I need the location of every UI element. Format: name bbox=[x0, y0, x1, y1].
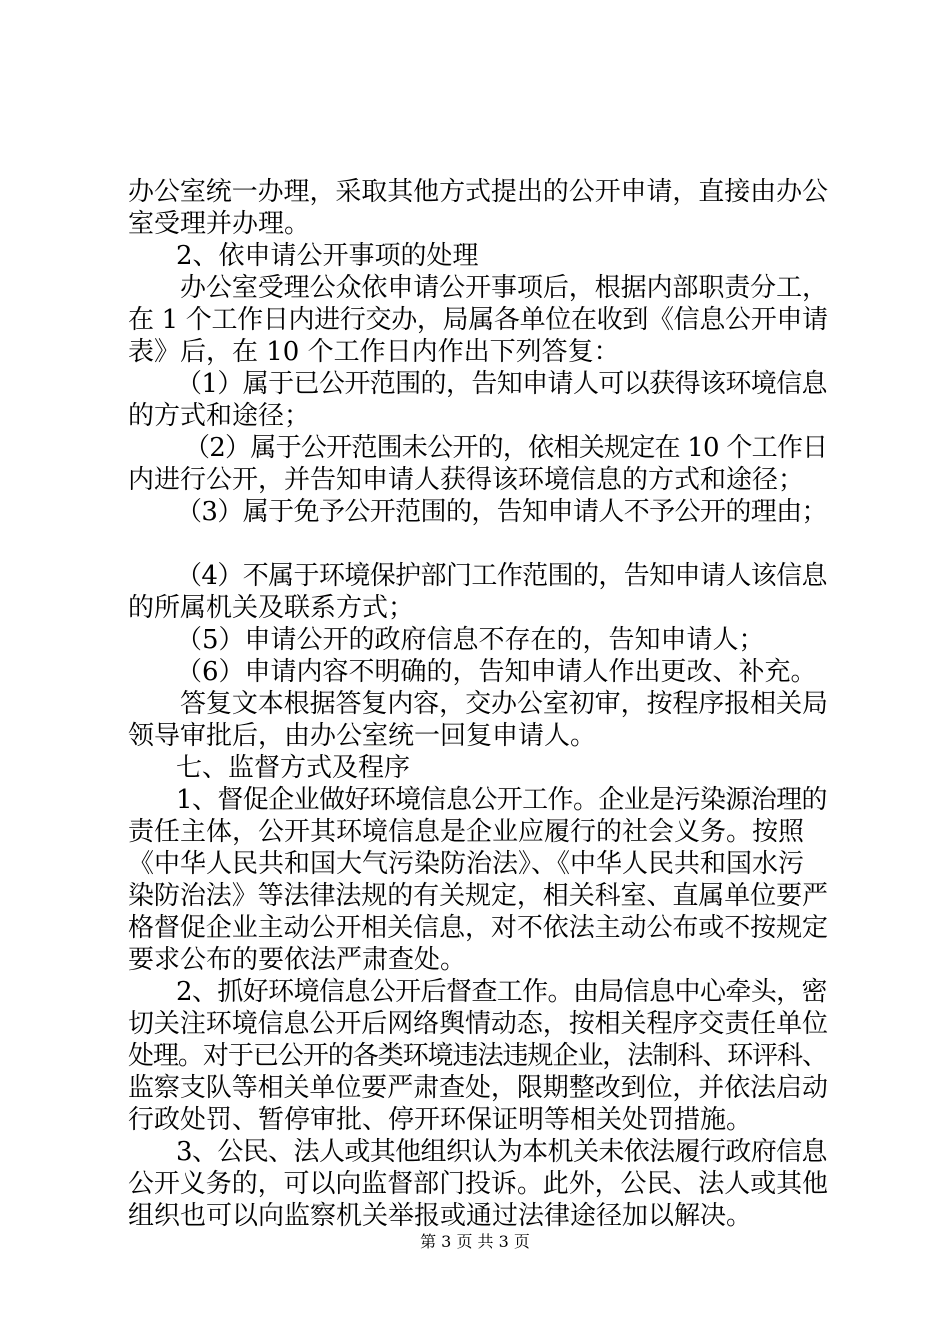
text-line: 处理。对于已公开的各类环境违法违规企业，法制科、环评科、 bbox=[128, 1041, 827, 1071]
text-line: 答复文本根据答复内容，交办公室初审，按程序报相关局 bbox=[180, 689, 828, 719]
page-number-footer: 第 3 页 共 3 页 bbox=[420, 1232, 530, 1251]
text-line: 表》后，在 10 个工作日内作出下列答复： bbox=[128, 337, 620, 367]
text-line: 内进行公开，并告知申请人获得该环境信息的方式和途径； bbox=[128, 465, 805, 495]
text-line: 领导审批后，由办公室统一回复申请人。 bbox=[128, 721, 597, 751]
text-line: 办公室统一办理，采取其他方式提出的公开申请，直接由办公 bbox=[128, 177, 828, 207]
text-line: 的方式和途径； bbox=[128, 401, 311, 431]
text-line: 组织也可以向监察机关举报或通过法律途径加以解决。 bbox=[128, 1201, 753, 1231]
text-line: 格督促企业主动公开相关信息，对不依法主动公布或不按规定 bbox=[128, 913, 828, 943]
text-line: 染防治法》等法律法规的有关规定，相关科室、直属单位要严 bbox=[128, 881, 828, 911]
text-line: 室受理并办理。 bbox=[128, 209, 311, 239]
section-heading: 2、依申请公开事项的处理 bbox=[176, 241, 479, 271]
text-line: 的所属机关及联系方式； bbox=[128, 593, 415, 623]
list-item: （1）属于已公开范围的，告知申请人可以获得该环境信息 bbox=[176, 369, 827, 399]
text-line: 在 1 个工作日内进行交办，局属各单位在收到《信息公开申请 bbox=[128, 305, 828, 335]
list-item: （5）申请公开的政府信息不存在的，告知申请人； bbox=[176, 625, 765, 655]
text-line: 办公室受理公众依申请公开事项后，根据内部职责分工， bbox=[180, 273, 828, 303]
text-line: 2、抓好环境信息公开后督查工作。由局信息中心牵头，密 bbox=[176, 977, 827, 1007]
text-line: 要求公布的要依法严肃查处。 bbox=[128, 945, 467, 975]
text-line: 监察支队等相关单位要严肃查处，限期整改到位，并依法启动 bbox=[128, 1073, 828, 1103]
text-line: 公开义务的，可以向监督部门投诉。此外，公民、法人或其他 bbox=[128, 1169, 828, 1199]
text-line: 1、督促企业做好环境信息公开工作。企业是污染源治理的 bbox=[176, 785, 827, 815]
list-item: （3）属于免予公开范围的，告知申请人不予公开的理由； bbox=[176, 497, 827, 527]
list-item: （4）不属于环境保护部门工作范围的，告知申请人该信息 bbox=[176, 561, 827, 591]
text-line: 切关注环境信息公开后网络舆情动态，按相关程序交责任单位 bbox=[128, 1009, 828, 1039]
text-line: 3、公民、法人或其他组织认为本机关未依法履行政府信息 bbox=[176, 1137, 827, 1167]
text-line: 行政处罚、暂停审批、停开环保证明等相关处罚措施。 bbox=[128, 1105, 753, 1135]
text-line: 责任主体，公开其环境信息是企业应履行的社会义务。按照 bbox=[128, 817, 805, 847]
list-item: （2）属于公开范围未公开的，依相关规定在 10 个工作日 bbox=[184, 433, 828, 463]
text-line: 《中华人民共和国大气污染防治法》、《中华人民共和国水污 bbox=[128, 849, 805, 879]
list-item: （6）申请内容不明确的，告知申请人作出更改、补充。 bbox=[176, 657, 817, 687]
section-heading: 七、监督方式及程序 bbox=[176, 753, 411, 783]
